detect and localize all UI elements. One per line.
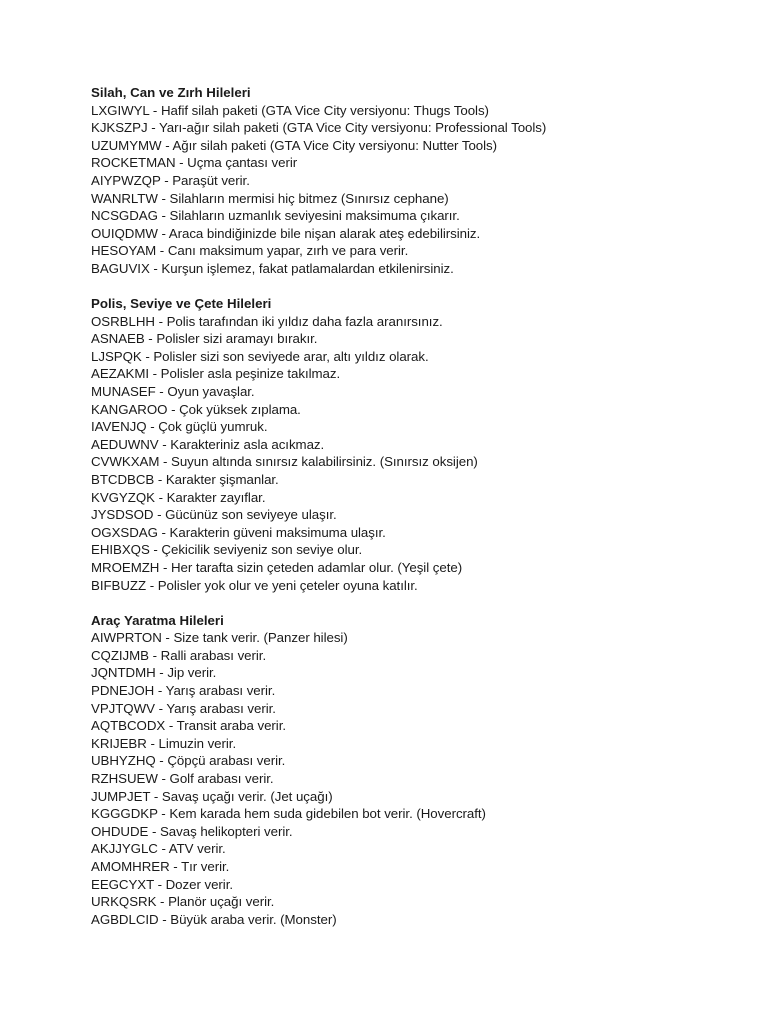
cheat-item: OUIQDMW - Araca bindiğinizde bile nişan alarak ateş edebilirsiniz. (91, 225, 481, 241)
cheat-item: JQNTDMH - Jip verir. (91, 665, 217, 681)
section-weapons-health-armor (91, 84, 751, 278)
cheat-item: ROCKETMAN - Uçma çantası verir (91, 155, 298, 171)
cheat-item: URKQSRK - Planör uçağı verir. (91, 894, 275, 910)
cheat-item: JUMPJET - Savaş uçağı verir. (Jet uçağı) (91, 788, 333, 804)
cheat-item: EEGCYXT - Dozer verir. (91, 876, 233, 892)
cheat-item: AQTBCODX - Transit araba verir. (91, 718, 287, 734)
cheat-item: AKJJYGLC - ATV verir. (91, 841, 226, 857)
cheat-item: AEDUWNV - Karakteriniz asla acıkmaz. (91, 436, 325, 452)
section-vehicle-spawn (91, 612, 751, 929)
cheat-item: IAVENJQ - Çok güçlü yumruk. (91, 419, 268, 435)
cheat-item: MROEMZH - Her tarafta sizin çeteden adamlar olur. (Yeşil çete) (91, 559, 463, 575)
cheat-item: EHIBXQS - Çekicilik seviyeniz son seviye olur. (91, 542, 363, 558)
cheat-item: AEZAKMI - Polisler asla peşinize takılmaz. (91, 366, 341, 382)
cheat-item: KRIJEBR - Limuzin verir. (91, 735, 237, 751)
section-title: Polis, Seviye ve Çete Hileleri (91, 296, 272, 312)
cheat-item: AMOMHRER - Tır verir. (91, 858, 230, 874)
cheat-list (91, 313, 751, 595)
cheat-item: OSRBLHH - Polis tarafından iki yıldız daha fazla aranırsınız. (91, 313, 443, 329)
cheat-item: OHDUDE - Savaş helikopteri verir. (91, 823, 293, 839)
cheat-item: LXGIWYL - Hafif silah paketi (GTA Vice City versiyonu: Thugs Tools) (91, 102, 489, 118)
cheat-item: WANRLTW - Silahların mermisi hiç bitmez (Sınırsız cephane) (91, 190, 449, 206)
cheat-item: AIWPRTON - Size tank verir. (Panzer hilesi) (91, 630, 348, 646)
cheat-item: MUNASEF - Oyun yavaşlar. (91, 384, 255, 399)
cheat-list (91, 629, 751, 928)
cheat-item: JYSDSOD - Gücünüz son seviyeye ulaşır. (91, 507, 337, 523)
cheat-item: KGGGDKP - Kem karada hem suda gidebilen bot verir. (Hovercraft) (91, 806, 486, 822)
cheat-item: PDNEJOH - Yarış arabası verir. (91, 683, 276, 698)
cheat-item: UBHYZHQ - Çöpçü arabası verir. (91, 753, 286, 769)
cheat-item: KJKSZPJ - Yarı-ağır silah paketi (GTA Vice City versiyonu: Professional Tools) (91, 120, 547, 136)
cheat-item: CQZIJMB - Ralli arabası verir. (91, 647, 267, 663)
section-police-level-gang (91, 295, 751, 594)
cheat-item: BIFBUZZ - Polisler yok olur ve yeni çeteler oyuna katılır. (91, 577, 418, 593)
cheat-item: ASNAEB - Polisler sizi aramayı bırakır. (91, 331, 318, 347)
cheat-list (91, 102, 751, 278)
cheat-item: KANGAROO - Çok yüksek zıplama. (91, 401, 301, 417)
cheat-item: CVWKXAM - Suyun altında sınırsız kalabilirsiniz. (Sınırsız oksijen) (91, 454, 478, 470)
cheat-item: VPJTQWV - Yarış arabası verir. (91, 700, 276, 716)
cheat-item: HESOYAM - Canı maksimum yapar, zırh ve para verir. (91, 243, 409, 259)
cheat-item: BAGUVIX - Kurşun işlemez, fakat patlamalardan etkilenirsiniz. (91, 260, 454, 276)
cheat-item: BTCDBCB - Karakter şişmanlar. (91, 471, 279, 487)
cheat-item: RZHSUEW - Golf arabası verir. (91, 770, 274, 786)
document-page (91, 84, 751, 928)
cheat-item: UZUMYMW - Ağır silah paketi (GTA Vice City versiyonu: Nutter Tools) (91, 137, 498, 153)
cheat-item: AGBDLCID - Büyük araba verir. (Monster) (91, 911, 337, 927)
cheat-item: NCSGDAG - Silahların uzmanlık seviyesini maksimuma çıkarır. (91, 208, 460, 224)
section-title: Araç Yaratma Hileleri (91, 612, 224, 628)
cheat-item: LJSPQK - Polisler sizi son seviyede arar, altı yıldız olarak. (91, 348, 429, 364)
section-title: Silah, Can ve Zırh Hileleri (91, 85, 251, 100)
cheat-item: AIYPWZQP - Paraşüt verir. (91, 172, 250, 188)
cheat-item: KVGYZQK - Karakter zayıflar. (91, 489, 266, 505)
cheat-item: OGXSDAG - Karakterin güveni maksimuma ulaşır. (91, 524, 386, 540)
